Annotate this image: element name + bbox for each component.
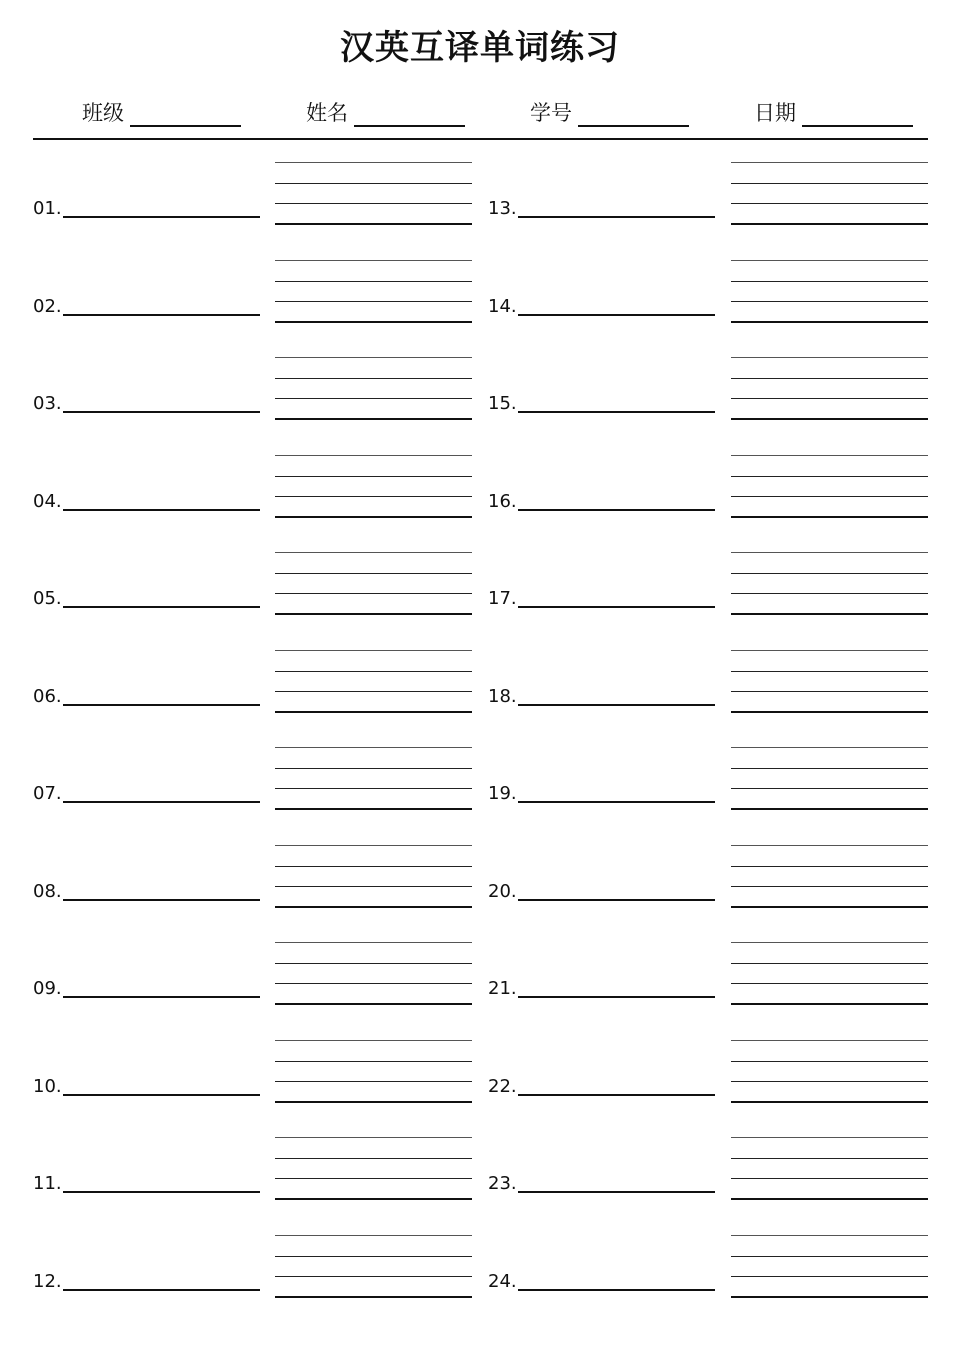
writing-lines[interactable] [731, 357, 928, 421]
writing-line [731, 183, 928, 184]
exercise-item [33, 882, 263, 902]
writing-lines[interactable] [731, 845, 928, 909]
writing-line [275, 1276, 472, 1277]
writing-line [275, 1178, 472, 1179]
item-number: 03. [33, 393, 62, 414]
writing-line [731, 747, 928, 748]
item-number: 04. [33, 490, 62, 512]
writing-line [275, 768, 472, 769]
writing-line [731, 1178, 928, 1179]
answer-blank[interactable] [518, 411, 715, 413]
exercise-item [488, 784, 718, 804]
writing-line [275, 476, 472, 477]
writing-lines[interactable] [275, 162, 472, 226]
writing-line [275, 1137, 472, 1138]
writing-line [275, 552, 472, 553]
writing-line [731, 1198, 928, 1200]
writing-line [731, 260, 928, 261]
writing-line [731, 650, 928, 651]
answer-blank[interactable] [63, 1289, 260, 1291]
item-number: 18. [488, 685, 517, 707]
exercise-item [33, 979, 263, 999]
writing-line [731, 476, 928, 477]
writing-line [275, 788, 472, 789]
item-number: 19. [488, 783, 517, 804]
item-number: 05. [33, 588, 62, 609]
exercise-item [488, 882, 718, 902]
writing-line [275, 281, 472, 282]
writing-line [275, 613, 472, 615]
writing-line [275, 691, 472, 692]
item-number: 13. [488, 198, 517, 219]
writing-line [731, 321, 928, 323]
exercise-item [488, 979, 718, 999]
answer-blank[interactable] [63, 314, 260, 316]
writing-line [731, 963, 928, 964]
writing-line [731, 378, 928, 379]
item-number: 22. [488, 1075, 517, 1097]
exercise-item [33, 784, 263, 804]
writing-line [731, 788, 928, 789]
writing-line [275, 301, 472, 302]
writing-line [275, 808, 472, 810]
answer-blank[interactable] [63, 899, 260, 901]
writing-line [731, 1235, 928, 1236]
writing-line [275, 963, 472, 964]
writing-line [275, 203, 472, 204]
writing-lines[interactable] [275, 260, 472, 324]
writing-line [731, 711, 928, 713]
writing-lines[interactable] [731, 1137, 928, 1201]
item-number: 07. [33, 783, 62, 804]
writing-lines[interactable] [275, 1137, 472, 1201]
item-number: 09. [33, 978, 62, 999]
item-number: 16. [488, 490, 517, 512]
exercise-item [488, 492, 718, 512]
writing-lines[interactable] [275, 455, 472, 519]
writing-line [731, 455, 928, 456]
writing-line [731, 573, 928, 574]
answer-blank[interactable] [63, 216, 260, 218]
item-number: 12. [33, 1270, 62, 1292]
writing-line [275, 1003, 472, 1005]
writing-line [275, 650, 472, 651]
exercise-item [488, 1077, 718, 1097]
writing-lines[interactable] [731, 162, 928, 226]
exercise-item [488, 199, 718, 219]
writing-line [731, 1158, 928, 1159]
writing-line [731, 1276, 928, 1277]
writing-line [275, 398, 472, 399]
writing-lines[interactable] [275, 845, 472, 909]
writing-line [275, 516, 472, 518]
item-number: 08. [33, 880, 62, 902]
writing-line [731, 845, 928, 846]
writing-lines[interactable] [275, 552, 472, 616]
writing-line [275, 418, 472, 420]
writing-line [731, 223, 928, 225]
writing-lines[interactable] [731, 650, 928, 714]
exercise-item [33, 589, 263, 609]
writing-line [275, 747, 472, 748]
writing-line [731, 203, 928, 204]
answer-blank[interactable] [63, 1191, 260, 1193]
answer-blank[interactable] [518, 996, 715, 998]
item-number: 23. [488, 1173, 517, 1194]
writing-line [731, 418, 928, 420]
answer-blank[interactable] [518, 899, 715, 901]
writing-line [731, 496, 928, 497]
answer-blank[interactable] [63, 411, 260, 413]
class-label: 班级 [82, 101, 124, 125]
writing-line [275, 671, 472, 672]
writing-line [275, 260, 472, 261]
exercise-item [33, 1077, 263, 1097]
item-number: 21. [488, 978, 517, 999]
writing-line [275, 162, 472, 163]
writing-line [731, 162, 928, 163]
answer-blank[interactable] [63, 704, 260, 706]
writing-lines[interactable] [731, 260, 928, 324]
answer-blank[interactable] [63, 801, 260, 803]
exercise-item [488, 394, 718, 414]
writing-line [731, 593, 928, 594]
writing-line [731, 301, 928, 302]
writing-lines[interactable] [275, 357, 472, 421]
writing-lines[interactable] [275, 1040, 472, 1104]
writing-line [275, 1158, 472, 1159]
answer-blank[interactable] [518, 1191, 715, 1193]
writing-line [731, 906, 928, 908]
writing-line [731, 516, 928, 518]
item-number: 02. [33, 295, 62, 317]
answer-blank[interactable] [518, 216, 715, 218]
writing-line [731, 866, 928, 867]
writing-line [731, 886, 928, 887]
writing-line [731, 1101, 928, 1103]
writing-line [275, 983, 472, 984]
writing-line [731, 1256, 928, 1257]
writing-line [275, 886, 472, 887]
writing-line [275, 1101, 472, 1103]
item-number: 06. [33, 685, 62, 707]
writing-line [731, 691, 928, 692]
writing-line [275, 906, 472, 908]
writing-line [275, 1061, 472, 1062]
writing-line [275, 1081, 472, 1082]
answer-blank[interactable] [518, 704, 715, 706]
writing-line [275, 1235, 472, 1236]
writing-line [275, 357, 472, 358]
writing-lines[interactable] [275, 942, 472, 1006]
writing-line [275, 183, 472, 184]
exercise-item [33, 1174, 263, 1194]
writing-line [275, 1198, 472, 1200]
exercise-item [33, 297, 263, 317]
exercise-item [488, 589, 718, 609]
exercise-item [33, 199, 263, 219]
answer-blank[interactable] [518, 606, 715, 608]
writing-line [731, 671, 928, 672]
exercise-item [33, 394, 263, 414]
writing-lines[interactable] [275, 1235, 472, 1299]
answer-blank[interactable] [518, 801, 715, 803]
writing-line [275, 573, 472, 574]
writing-lines[interactable] [731, 455, 928, 519]
writing-line [275, 455, 472, 456]
exercise-item [33, 1272, 263, 1292]
writing-lines[interactable] [731, 942, 928, 1006]
writing-lines[interactable] [731, 552, 928, 616]
answer-blank[interactable] [63, 509, 260, 511]
exercise-item [488, 687, 718, 707]
item-number: 15. [488, 393, 517, 414]
worksheet-title: 汉英互译单词练习 [340, 28, 620, 68]
writing-line [275, 711, 472, 713]
student-id-label: 学号 [530, 101, 572, 125]
writing-line [731, 281, 928, 282]
exercise-item [488, 1174, 718, 1194]
item-number: 17. [488, 588, 517, 609]
item-number: 20. [488, 880, 517, 902]
writing-line [731, 1003, 928, 1005]
answer-blank[interactable] [63, 996, 260, 998]
writing-line [731, 613, 928, 615]
writing-line [731, 357, 928, 358]
exercise-item [488, 297, 718, 317]
answer-blank[interactable] [518, 1094, 715, 1096]
exercise-item [33, 687, 263, 707]
writing-lines[interactable] [731, 747, 928, 811]
writing-lines[interactable] [275, 747, 472, 811]
answer-blank[interactable] [518, 1289, 715, 1291]
item-number: 01. [33, 198, 62, 219]
writing-line [731, 768, 928, 769]
writing-line [731, 1061, 928, 1062]
writing-line [731, 1081, 928, 1082]
writing-line [731, 1296, 928, 1298]
writing-lines[interactable] [275, 650, 472, 714]
writing-line [275, 1040, 472, 1041]
answer-blank[interactable] [63, 606, 260, 608]
answer-blank[interactable] [63, 1094, 260, 1096]
writing-line [275, 866, 472, 867]
item-number: 10. [33, 1075, 62, 1097]
writing-line [275, 593, 472, 594]
item-number: 14. [488, 295, 517, 317]
item-number: 11. [33, 1173, 62, 1194]
writing-line [731, 983, 928, 984]
writing-line [275, 845, 472, 846]
writing-line [731, 552, 928, 553]
answer-blank[interactable] [518, 509, 715, 511]
name-label: 姓名 [306, 101, 348, 125]
answer-blank[interactable] [518, 314, 715, 316]
exercise-item [488, 1272, 718, 1292]
writing-line [275, 223, 472, 225]
writing-line [731, 398, 928, 399]
exercise-item [33, 492, 263, 512]
writing-line [275, 1296, 472, 1298]
writing-line [731, 808, 928, 810]
writing-line [731, 942, 928, 943]
writing-line [275, 496, 472, 497]
writing-line [275, 1256, 472, 1257]
writing-line [275, 378, 472, 379]
item-number: 24. [488, 1270, 517, 1292]
writing-line [275, 942, 472, 943]
writing-line [731, 1040, 928, 1041]
writing-line [731, 1137, 928, 1138]
date-label: 日期 [754, 101, 796, 125]
writing-lines[interactable] [731, 1040, 928, 1104]
writing-line [275, 321, 472, 323]
writing-lines[interactable] [731, 1235, 928, 1299]
